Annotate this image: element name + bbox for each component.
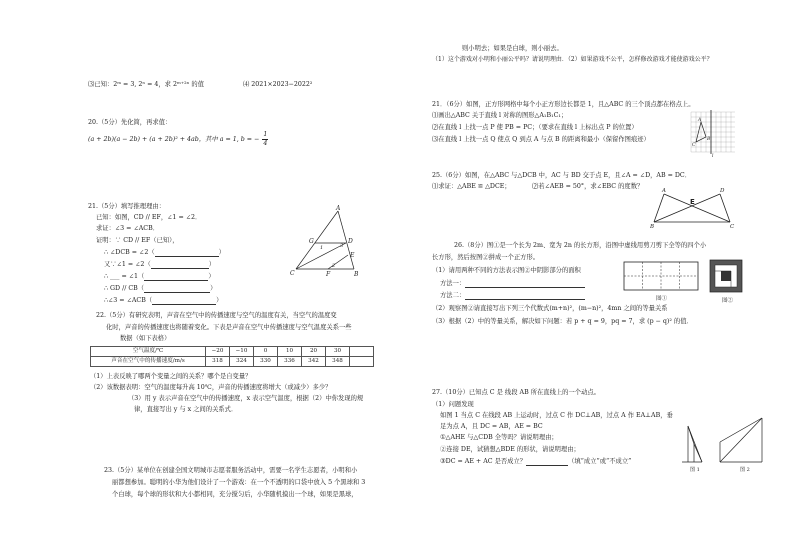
q26-line-6: （2）观察图②请直接写出下列三个代数式(m+n)²，(m−n)²，4mn 之间的等量关系 [432,305,668,312]
q22-sub-3: （3）用 y 表示声音在空气中的传播速度，x 表示空气温度，根据（2）中你发现的规 [128,395,364,402]
q26-method-2 [440,292,585,300]
table-cell [350,357,374,367]
table-cell: −20 [206,347,230,357]
table-cell: 324 [230,357,254,367]
q21-line-7 [104,285,216,293]
grid-label-B: B [707,137,711,142]
q23-line-3: 个白球，每个球的形状和大小都相同，充分搅匀后，小华随机摸出一个球，如果是黑球， [112,491,358,498]
q26-method-1-blank[interactable] [465,281,585,288]
q22-line-2: 化时，声音的传播速度也将随着变化。下表是声音在空气中传播速度与空气温度关系一些 [106,324,352,331]
q25-label-C: C [730,224,735,228]
q25-label-A: A [662,188,666,194]
angle-3: 3 [340,243,344,249]
q25-line-1: 25.（6分）如图，在△ABC 与△DCB 中，AC 与 BD 交于点 E，且∠A = ∠D，AB = DC． [432,172,692,179]
q23-line-1: 23.（5分）某单位在创建全国文明城市志愿者服务活动中，需要一名学生志愿者，小明和小 [104,467,358,474]
q25-line-2: ⑴求证：△ABE ≌ △DCE； [432,183,511,190]
q25-label-E: E [690,198,695,206]
q27-line-4: 足为点 A，且 DC = AB，AE = BC [440,423,543,430]
q21-blank-1[interactable] [155,250,219,257]
q27-answer-blank[interactable] [526,459,568,466]
q20-expression [88,131,268,148]
table-cell: 20 [302,347,326,357]
label-E: E [350,252,355,259]
q19-part4: ⑷ 2021×2023−2022² [243,81,313,88]
q26-method-2-label: 方法二： [440,292,466,299]
q26-method-2-blank[interactable] [465,293,585,300]
q21-triangle-figure [290,205,370,285]
grid-label-l: l [712,154,714,158]
q21-title: 21.（5分）填写推理理由： [88,203,165,210]
q21-close-1: ） [218,249,225,256]
q22-sub-2: （2）该数据表明：空气的温度每升高 10℃，声音的传播速度将增大（或减少）多少？ [90,384,332,391]
table-head-speed: 声音在空气中的传播速度/m/s [91,357,206,367]
q26-line-3: （1）请用两种不同的方法表示图②中阴影部分的面积 [432,267,581,274]
table-row [91,347,374,357]
q27-line-7-text: ③DC = AE + AC 是否成立？ [440,458,527,465]
label-F: F [326,271,331,278]
q27-line-1: 27.（10分）已知点 C 是 线段 AB 所在直线上的一个动点。 [432,389,600,396]
table-cell: −10 [230,347,254,357]
q21-line-5 [104,261,215,269]
q21-line-8-text: ∴∠3 = ∠ACB（ [104,297,153,304]
q27-line-5: ①△AHE 与△CDB 全等吗？请说明理由； [440,434,558,441]
table-cell: 342 [302,357,326,367]
q21-line-6-text: ∴ ___ = ∠1（ [104,273,145,280]
table-row [91,357,374,367]
q22-data-table [90,346,374,367]
q25-label-D: D [720,188,725,194]
label-C: C [290,270,295,277]
q20-frac-num: 1 [263,131,268,138]
q19-part3: ⑶已知：2ᵐ = 3, 2ⁿ = 4，求 2ᵐ⁺²ⁿ 的值 [88,81,204,88]
grid-label-A: A [698,118,702,123]
q21-blank-4[interactable] [144,286,210,293]
q26-method-1 [440,280,585,288]
q22-line-3: 数据（如下表格） [120,335,171,342]
q20-fraction [262,131,268,148]
q20-frac-den: 4 [263,139,268,147]
table-cell: 10 [278,347,302,357]
q27-figures [680,416,770,482]
q26-method-1-label: 方法一： [440,280,466,287]
q25-line-3: ⑵若∠AEB = 50°，求∠EBC 的度数？ [532,183,644,190]
q21-close-2: ） [208,261,216,268]
q20-expr-text: (a + 2b)(a − 2b) + (a + 2b)² + 4ab，其中 a = 1, b = − [88,135,260,143]
q24-line-1: 21．（6分）如图，正方形网格中每个小正方形边长都是 1，且△ABC 的三个顶点都在格点上。 [432,101,695,108]
q25-label-B: B [650,224,655,228]
q24-line-4: ⑶在直线 l 上找一点 Q 使点 Q 到点 A 与点 B 的距离和最小（保留作图痕迹） [432,136,650,143]
q22-sub-4: 律，直接写出 y 与 x 之间的关系式． [134,406,238,413]
fig-1-caption: 图 1 [690,467,700,473]
q26-line-7: （3）根据（2）中的等量关系，解决如下问题：若 p + q = 9，pq = 7，求 (p − q)² 的值． [432,318,693,325]
table-head-temp: 空气温度/℃ [91,347,206,357]
label-G: G [309,238,314,245]
q27-line-7 [440,458,631,466]
q21-line-7-text: ∴ GD // CB（ [104,285,145,292]
q21-line-2: 求证：∠3 = ∠ACB． [96,225,160,232]
table-cell: 318 [206,357,230,367]
q23-cont-2: （1）这个游戏对小明和小丽公平吗？请说明理由．（2）如果游戏不公平，怎样修改游戏才能使游戏公平？ [432,56,713,63]
q21-line-1: 已知：如图，CD // EF，∠1 = ∠2． [96,214,202,221]
label-B: B [354,271,359,278]
table-cell: 336 [278,357,302,367]
q21-line-6 [104,273,215,281]
label-D: D [348,238,353,245]
q21-blank-5[interactable] [152,298,216,305]
q21-close-4: ） [210,285,217,292]
q21-close-3: ） [208,273,215,280]
q21-blank-2[interactable] [151,262,209,269]
q27-line-6: ②连接 DE，试猜想△BDE 的形状，请说明理由； [440,446,580,453]
q26-line-1: 26.（8分）图①是一个长为 2m、宽为 2n 的长方形，沿图中虚线用剪刀剪下全等的四个小 [454,242,707,249]
q21-line-3: 证明：∵ CD // EF（已知）， [96,237,179,244]
q25-figure [650,188,740,228]
label-A: A [336,205,341,212]
table-cell: 30 [326,347,350,357]
q20-title: 20.（5分）先化简，再求值： [88,119,172,126]
q23-cont-1: 则小明去；如果是白球，则小丽去。 [462,45,563,52]
grid-label-C: C [692,143,696,148]
q23-line-2: 丽都想参加。聪明的小华为他们设计了一个游戏：在一个不透明的口袋中放入 5 个黑球和 3 [112,479,366,486]
table-cell: 0 [254,347,278,357]
q24-line-2: ⑴画出△ABC 关于直线 l 对称的图形△A₁B₁C₁； [432,112,568,119]
fig-2-label: 图② [722,298,734,304]
q26-figures [622,258,752,306]
fig-1-label: 图① [656,296,668,302]
q27-line-7-tail: （填“成立”或“不成立” [568,458,632,465]
q27-line-3: 如图 1 当点 C 在线段 AB 上运动时，过点 C 作 DC⊥AB，过点 A 作 EA⊥AB，垂 [440,412,673,419]
q21-line-5-text: 又∵∠1 = ∠2（ [104,261,151,268]
q21-blank-3[interactable] [144,274,208,281]
table-cell: 348 [326,357,350,367]
angle-1: 1 [320,245,324,251]
q21-line-4 [104,249,225,257]
q27-line-2: （1）问题发现 [432,401,474,408]
fig-2-caption: 图 2 [740,467,750,473]
angle-2: 2 [332,263,336,269]
q21-line-8 [104,297,222,305]
table-cell: 330 [254,357,278,367]
q24-grid-figure [689,110,737,158]
q26-line-2: 长方形，然后按图②拼成一个正方形。 [432,254,540,261]
q21-close-5: ） [216,297,223,304]
table-cell [350,347,374,357]
q22-sub-1: （1）上表反映了哪两个变量之间的关系？哪个是自变量？ [90,373,252,380]
q24-line-3: ⑵在直线 l 上找一点 P 使 PB = PC；（要求在直线 l 上标出点 P 的位置） [432,124,638,131]
q21-line-4-text: ∴ ∠DCB = ∠2（ [104,249,155,256]
q22-line-1: 22.（5分）有研究表明，声音在空气中的传播速度与空气的温度有关，当空气的温度变 [96,312,337,319]
